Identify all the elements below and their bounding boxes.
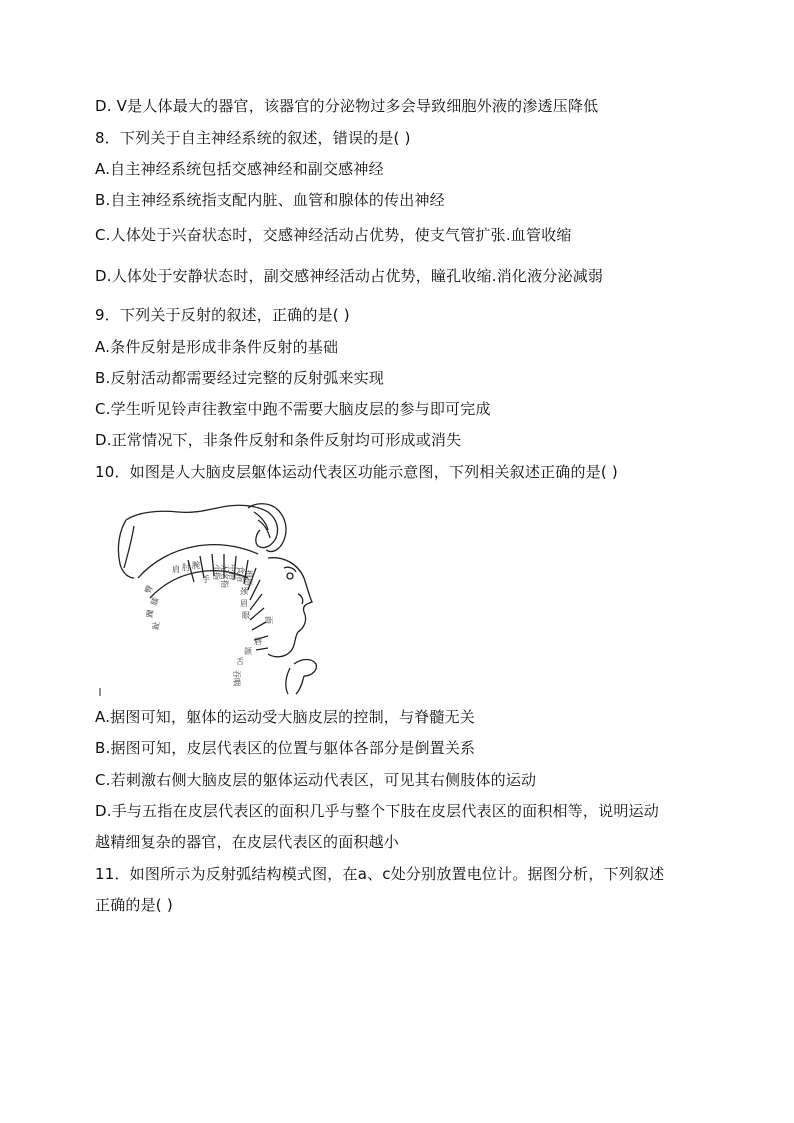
label-wrist: 腕	[192, 561, 200, 570]
q10-option-a: A.据图可知，躯体的运动受大脑皮层的控制，与脊髓无关	[95, 708, 475, 726]
q11-stem-cont: 正确的是( )	[95, 896, 173, 914]
q10-option-d: D.手与五指在皮层代表区的面积几乎与整个下肢在皮层代表区的面积相等，说明运动	[95, 802, 659, 820]
label-shoulder: 肩	[172, 565, 180, 574]
q8-option-b: B.自主神经系统指支配内脏、血管和腺体的传出神经	[95, 191, 445, 209]
label-index-finger: 食指	[236, 566, 245, 582]
label-brow: 眉	[240, 599, 248, 608]
q8-option-c: C.人体处于兴奋状态时，交感神经活动占优势，使支气管扩张.血管收缩	[95, 226, 572, 244]
label-toe: 趾	[151, 620, 162, 631]
q10-stem: 10．如图是人大脑皮层躯体运动代表区功能示意图，下列相关叙述正确的是( )	[95, 463, 618, 481]
q8-option-a: A.自主神经系统包括交感神经和副交感神经	[95, 160, 384, 178]
label-knee: 膝	[149, 596, 161, 607]
label-little-finger: 小指	[212, 564, 221, 580]
q9-option-c: C.学生听见铃声往教室中跑不需要大脑皮层的参与即可完成	[95, 400, 491, 418]
label-jaw: 颌	[244, 647, 252, 656]
label-middle-finger: 中指	[228, 564, 237, 580]
q9-option-d: D.正常情况下，非条件反射和条件反射均可形成或消失	[95, 431, 462, 449]
label-hip: 臀	[143, 584, 155, 595]
q10-option-d-cont: 越精细复杂的器官，在皮层代表区的面积越小	[95, 833, 400, 851]
label-ankle: 踝	[145, 608, 156, 619]
q8-stem: 8．下列关于自主神经系统的叙述，错误的是( )	[95, 129, 411, 147]
label-hand: 手	[202, 575, 210, 584]
q9-stem: 9．下列关于反射的叙述，正确的是( )	[95, 306, 350, 324]
q10-option-c: C.若刺激右侧大脑皮层的躯体运动代表区，可见其右侧肢体的运动	[95, 771, 537, 789]
q9-option-a: A.条件反射是形成非条件反射的基础	[95, 338, 339, 356]
label-lips: 唇	[254, 637, 262, 646]
label-neck: 颈	[240, 587, 248, 596]
label-swallow: 吞咽	[232, 670, 241, 686]
q11-stem: 11．如图所示为反射弧结构模式图，在a、c处分别放置电位计。据图分析，下列叙述	[95, 865, 665, 883]
q7-option-d: D. Ⅴ是人体最大的器官，该器官的分泌物过多会导致细胞外液的渗透压降低	[95, 97, 599, 115]
q10-option-b: B.据图可知，皮层代表区的位置与躯体各部分是倒置关系	[95, 739, 476, 757]
label-thumb: 拇指	[244, 570, 253, 586]
label-ring-finger: 无名指	[220, 564, 229, 588]
q9-option-b: B.反射活动都需要经过完整的反射弧来实现	[95, 369, 385, 387]
motor-cortex-homunculus-figure	[98, 498, 338, 698]
label-elbow: 肘	[182, 563, 190, 572]
homunculus-drawing	[98, 498, 338, 698]
q8-option-d: D.人体处于安静状态时，副交感神经活动占优势，瞳孔收缩.消化液分泌减弱	[95, 267, 604, 285]
label-face: 面	[264, 616, 273, 624]
label-eye: 眼	[242, 611, 250, 620]
label-tongue: 舌	[236, 657, 244, 666]
